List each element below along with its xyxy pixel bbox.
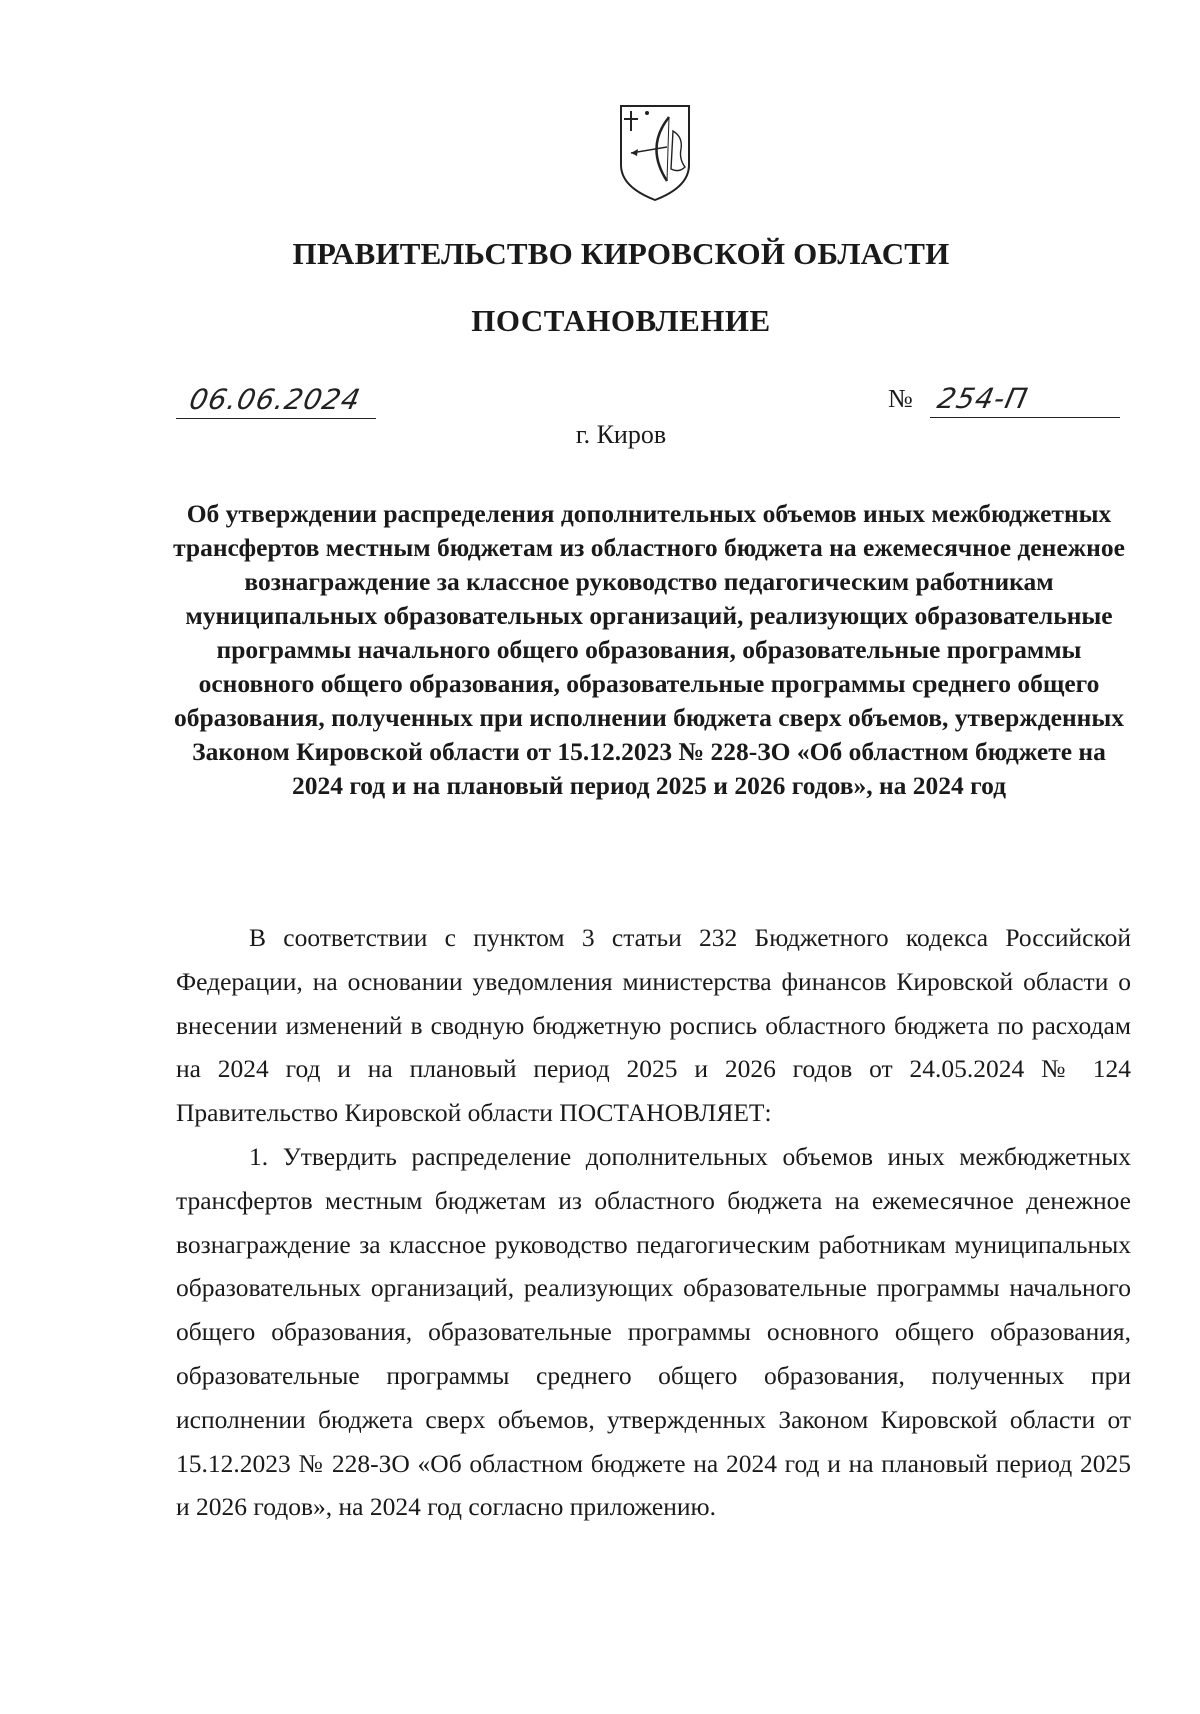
- document-subject: Об утверждении распределения дополнительных объемов иных межбюджетных трансфертов местным бюджетам из областного бюджета на ежемесячное денежное вознаграждение за классное руководство педагогическим работникам муниципальных образовательных организаций, реализующих образовательные программы начального общего образования, образовательные программы основного общего образования, образовательные программы среднего общего образования, полученных при исполнении бюджета сверх объемов, утвержденных Законом Кировской области от 15.12.2023 № 228-ЗО «Об областном бюджете на 2024 год и на плановый период 2025 и 2026 годов», на 2024 год: [173, 499, 1125, 800]
- document-body: [176, 916, 1131, 1529]
- number-sign: №: [888, 384, 913, 413]
- government-title: ПРАВИТЕЛЬСТВО КИРОВСКОЙ ОБЛАСТИ: [292, 236, 950, 271]
- city: г. Киров: [575, 420, 667, 449]
- document-date: 06.06.2024: [186, 383, 364, 416]
- item-1-paragraph: 1. Утвердить распределение дополнительных объемов иных межбюджетных трансфертов местным бюджетам из областного бюджета на ежемесячное денежное вознаграждение за классное руководство педагогическим работникам муниципальных образовательных организаций, реализующих образовательные программы начального общего образования, образовательные программы основного общего образования, образовательные программы среднего общего образования, полученных при исполнении бюджета сверх объемов, утвержденных Законом Кировской области от 15.12.2023 № 228-ЗО «Об областном бюджете на 2024 год и на плановый период 2025 и 2026 годов», на 2024 год согласно приложению.: [176, 1141, 1131, 1522]
- date-field: [176, 378, 376, 419]
- preamble-paragraph: В соответствии с пунктом 3 статьи 232 Бюджетного кодекса Российской Федерации, на основании уведомления министерства финансов Кировской области о внесении изменений в сводную бюджетную роспись областного бюджета по расходам на 2024 год и на плановый период 2025 и 2026 годов от 24.05.2024 № 124 Правительство Кировской области ПОСТАНОВЛЯЕТ:: [176, 923, 1131, 1128]
- document-number: 254-П: [934, 382, 1032, 415]
- document-type: ПОСТАНОВЛЕНИЕ: [471, 303, 771, 338]
- number-field: [888, 378, 1120, 418]
- number-line: [930, 377, 1120, 418]
- kirov-coat-of-arms-icon: [617, 103, 693, 203]
